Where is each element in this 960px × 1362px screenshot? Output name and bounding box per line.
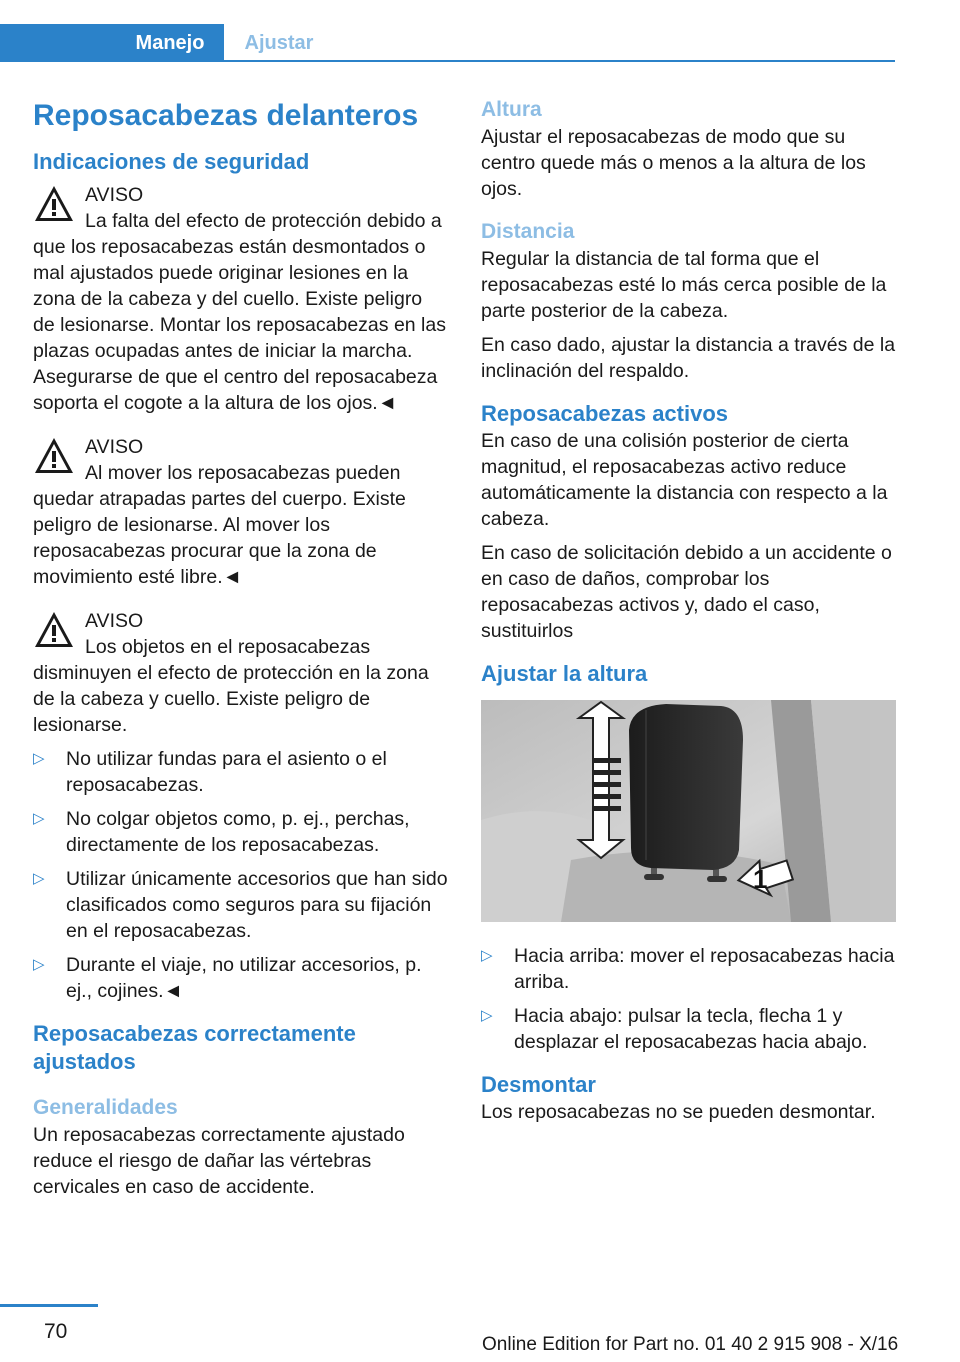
headrest-illustration [481, 700, 896, 922]
distance-text-1: Regular la distancia de tal forma que el reposacabezas esté lo más cerca posible de la parte posterior de la cabeza. [481, 248, 887, 322]
warning-3 [33, 608, 448, 738]
warning-title: AVISO [85, 436, 144, 458]
bullet-triangle-icon: ▷ [33, 810, 45, 827]
height-text: Ajustar el reposacabezas de modo que su centro quede más o menos a la altura de los ojos. [481, 126, 866, 200]
section-heading-remove: Desmontar [481, 1072, 596, 1097]
warning-2 [33, 434, 448, 590]
warning-title: AVISO [85, 184, 144, 206]
active-text-2: En caso de solicitación debido a un accidente o en caso de daños, comprobar los reposacabezas activos y, dado el caso, sustituirlos [481, 542, 892, 642]
safety-list [33, 746, 448, 1004]
warning-title: AVISO [85, 610, 144, 632]
warning-text: Al mover los reposacabezas pueden quedar atrapadas partes del cuerpo. Existe peligro de lesionarse. Al mover los reposacabezas procurar que la zona de movimiento esté libre.◄ [33, 462, 406, 588]
list-item: ▷ Utilizar únicamente accesorios que han sido clasificados como seguros para su fijación en el reposacabezas. [33, 868, 448, 942]
bullet-triangle-icon: ▷ [481, 947, 493, 964]
warning-text: Los objetos en el reposacabezas disminuyen el efecto de protección en la zona de la cabeza y cuello. Existe peligro de lesionarse. [33, 636, 429, 736]
remove-text: Los reposacabezas no se pueden desmontar. [481, 1101, 876, 1123]
warning-text: La falta del efecto de protección debido a que los reposacabezas están desmontados o mal ajustados puede originar lesiones en la zona de la cabeza y del cuello. Existe peligro de lesionarse. Montar los reposacabezas en las plazas ocupadas antes de iniciar la marcha. Asegurarse de que el centro del reposacabeza soporta el cogote a la altura de los ojos.◄ [33, 210, 446, 414]
subheading-general: Generalidades [33, 1096, 178, 1119]
subheading-distance: Distancia [481, 220, 575, 243]
section-heading-active: Reposacabezas activos [481, 401, 729, 426]
header-rule [224, 60, 895, 62]
figure-label: 1 [753, 864, 768, 894]
list-item: ▷ Durante el viaje, no utilizar accesorios, p. ej., cojines.◄ [33, 954, 422, 1002]
page-title: Reposacabezas delanteros [33, 99, 419, 132]
page-number: 70 [44, 1320, 68, 1343]
section-heading-safety: Indicaciones de seguridad [33, 149, 310, 174]
subheading-height: Altura [481, 98, 542, 121]
distance-text-2: En caso dado, ajustar la distancia a través de la inclinación del respaldo. [481, 334, 896, 382]
list-item: ▷ Hacia abajo: pulsar la tecla, flecha 1 y desplazar el reposacabezas hacia abajo. [481, 1005, 868, 1053]
bullet-triangle-icon: ▷ [33, 956, 45, 973]
bullet-triangle-icon: ▷ [33, 750, 45, 767]
right-column [481, 96, 896, 1133]
header-tab-manejo[interactable]: Manejo [116, 24, 224, 62]
section-heading-adjust-height: Ajustar la altura [481, 661, 648, 686]
warning-triangle-icon [33, 184, 75, 224]
list-item: ▷ No utilizar fundas para el asiento o el reposacabezas. [33, 748, 387, 796]
active-text-1: En caso de una colisión posterior de cierta magnitud, el reposacabezas activo reduce automáticamente la distancia con respecto a la cabeza. [481, 430, 888, 530]
warning-1 [33, 182, 448, 416]
adjust-list [481, 943, 896, 1055]
general-text: Un reposacabezas correctamente ajustado reduce el riesgo de dañar las vértebras cervicales en caso de accidente. [33, 1124, 405, 1198]
footer-edition: Online Edition for Part no. 01 40 2 915 908 - X/16 [482, 1334, 899, 1355]
footer-rule [0, 1304, 98, 1307]
warning-triangle-icon [33, 610, 75, 650]
section-heading-correct: Reposacabezas correctamente ajustados [33, 1021, 356, 1074]
page-header [0, 24, 895, 62]
bullet-triangle-icon: ▷ [481, 1007, 493, 1024]
list-item: ▷ No colgar objetos como, p. ej., perchas, directamente de los reposacabezas. [33, 808, 410, 856]
left-column [33, 96, 448, 1208]
list-item: ▷ Hacia arriba: mover el reposacabezas hacia arriba. [481, 945, 895, 993]
header-tab-ajustar[interactable]: Ajustar [244, 32, 314, 54]
bullet-triangle-icon: ▷ [33, 870, 45, 887]
warning-triangle-icon [33, 436, 75, 476]
header-bar [0, 24, 116, 62]
